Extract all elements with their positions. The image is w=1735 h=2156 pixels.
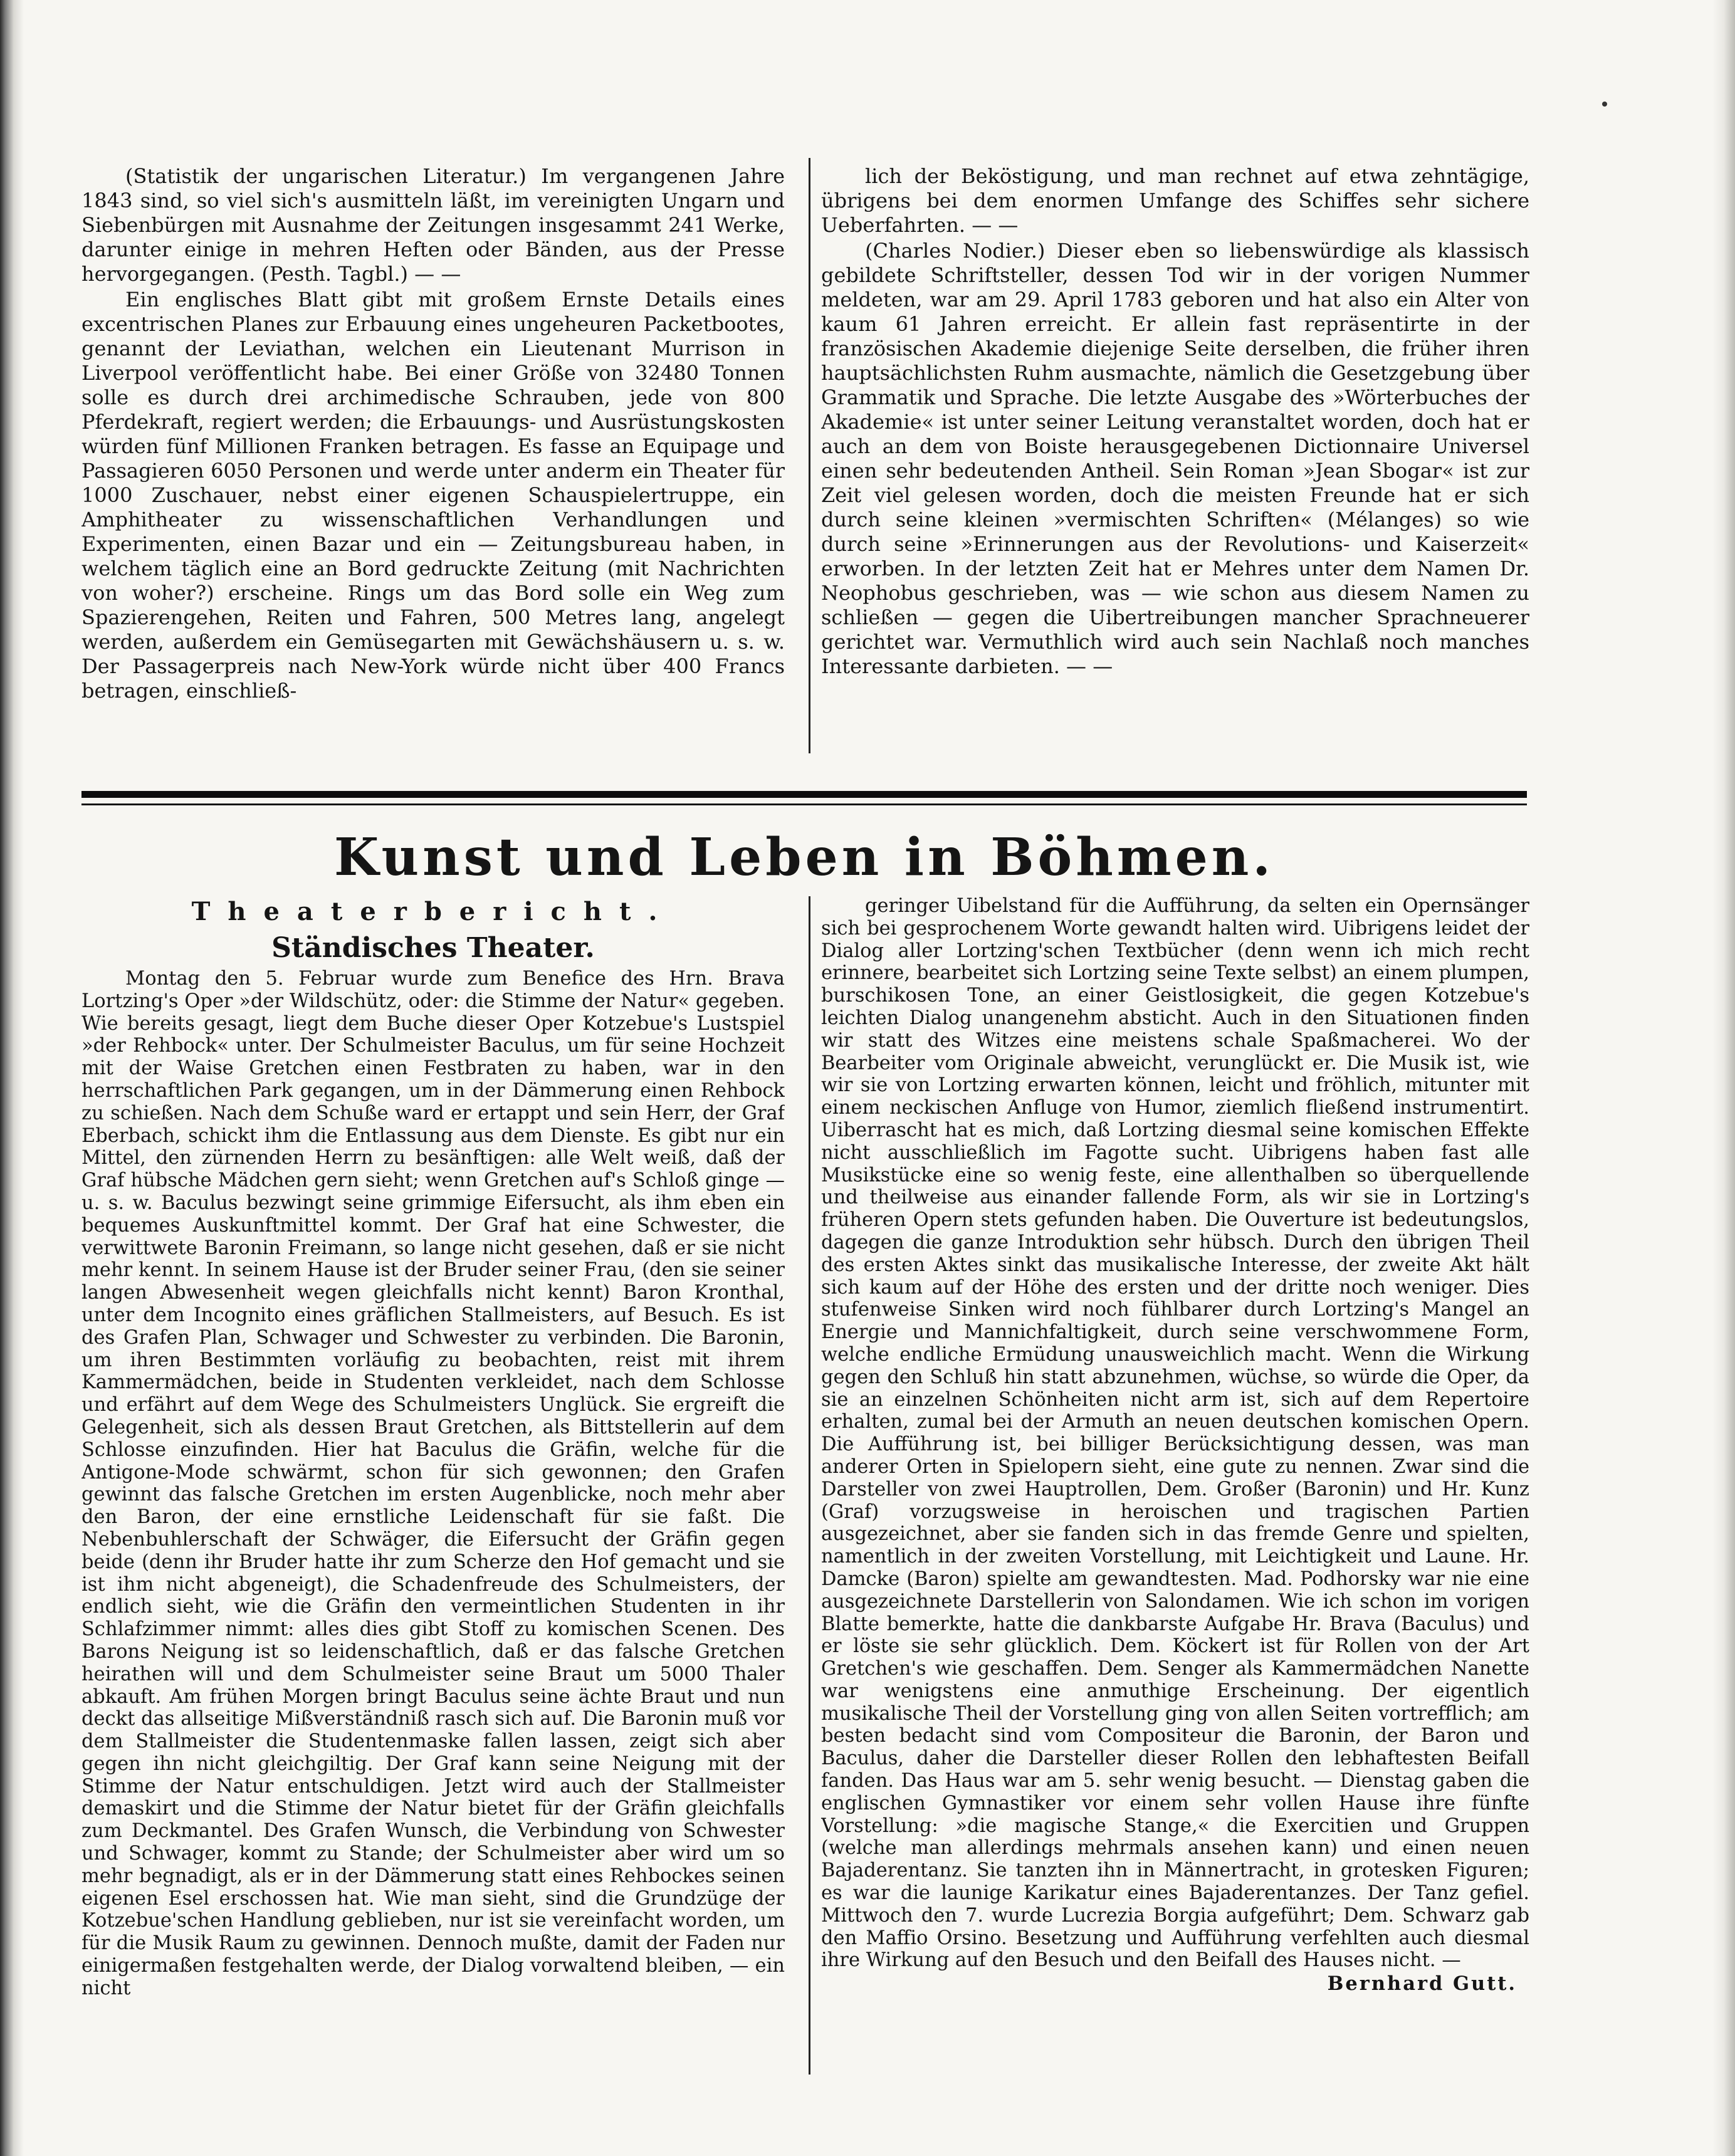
report-heading: Theaterbericht. <box>191 897 675 926</box>
article-column-top-right <box>821 164 1529 760</box>
section-rule-thin <box>81 803 1527 805</box>
report-subheading: Ständisches Theater. <box>271 932 595 964</box>
theater-report-column-right <box>821 895 1529 2105</box>
ink-speck <box>1602 102 1607 107</box>
page-edge-shadow <box>1712 0 1735 2156</box>
article-column-top-left <box>81 164 785 760</box>
article-paragraph: Montag den 5. Februar wurde zum Benefice des Hrn. Brava Lortzing's Oper »der Wildschütz, oder: die Stimme der Natur« gegeben. Wie bereits gesagt, liegt dem Buche dieser Oper Kotzebue's Lustspiel »der Rehbock« unter. Der Schulmeister Baculus, um für seine Hochzeit mit der Waise Gretchen einen Festbraten zu haben, war in den herrschaftlichen Park gegangen, um in der Dämmerung einen Rehbock zu schießen. Nach dem Schuße ward er ertappt und sein Herr, der Graf Eberbach, schickt ihm die Entlassung aus dem Dienste. Es gibt nur ein Mittel, den zürnenden Herrn zu besänftigen: alle Welt weiß, daß der Graf hübsche Mädchen gern sieht; wenn Gretchen auf's Schloß ginge — u. s. w. Baculus bezwingt seine grimmige Eifersucht, als ihm eben ein bequemes Auskunftmittel kommt. Der Graf hat eine Schwester, die verwittwete Baronin Freimann, so lange nicht gesehen, daß er sie nicht mehr kennt. In seinem Hause ist der Bruder seiner Frau, (den sie seiner langen Abwesenheit wegen gleichfalls nicht kennt) Baron Kronthal, unter dem Incognito eines gräflichen Stallmeisters, auf Besuch. Es ist des Grafen Plan, Schwager und Schwester zu verbinden. Die Baronin, um ihren Bestimmten vorläufig zu beobachten, reist mit ihrem Kammermädchen, beide in Studenten verkleidet, nach dem Schlosse und erfährt auf dem Wege des Schulmeisters Unglück. Sie ergreift die Gelegenheit, sich als dessen Braut Gretchen, als Bittstellerin auf dem Schlosse einzufinden. Hier hat Baculus die Gräfin, welche für die Antigone-Mode schwärmt, schon für sich gewonnen; den Grafen gewinnt das falsche Gretchen im ersten Augenblicke, noch mehr aber den Baron, der eine ernstliche Leidenschaft für sie faßt. Die Nebenbuhlerschaft der Schwäger, die Eifersucht der Gräfin gegen beide (denn ihr Bruder hatte ihr zum Scherze den Hof gemacht und sie ist ihm nicht abgeneigt), die Schadenfreude des Schulmeisters, der endlich sieht, wie die Gräfin den vermeintlichen Studenten in ihr Schlafzimmer nimmt: alles dies gibt Stoff zu komischen Scenen. Des Barons Neigung ist so leidenschaftlich, daß er das falsche Gretchen heirathen will und dem Schulmeister seine Braut um 5000 Thaler abkauft. Am frühen Morgen bringt Baculus seine ächte Braut und nun deckt das allseitige Mißverständniß rasch sich auf. Die Baronin muß vor dem Stallmeister die Studentenmaske fallen lassen, zeigt sich aber gegen ihn nicht gleichgiltig. Der Graf kann seine Neigung mit der Stimme der Natur entschuldigen. Jetzt wird auch der Stallmeister demaskirt und die Stimme der Natur bietet für der Gräfin gleichfalls zum Deckmantel. Des Grafen Wunsch, die Verbindung von Schwester und Schwager, kommt zu Stande; der Schulmeister aber wird um so mehr begnadigt, als er in der Dämmerung statt eines Rehbockes seinen eigenen Esel erschossen hat. Wie man sieht, sind die Grundzüge der Kotzebue'schen Handlung geblieben, nur ist sie vereinfacht worden, um für die Musik Raum zu gewinnen. Dennoch mußte, damit der Faden nur einigermaßen festgehalten werde, der Dialog vorwaltend bleiben, — ein nicht <box>81 968 785 1999</box>
article-paragraph: (Charles Nodier.) Dieser eben so liebenswürdige als klassisch gebildete Schriftsteller, dessen Tod wir in der vorigen Nummer meldeten, war am 29. April 1783 geboren und hat also ein Alter von kaum 61 Jahren erreicht. Er allein fast repräsentirte in der französischen Akademie diejenige Seite derselben, die früher ihren hauptsächlichsten Ruhm ausmachte, nämlich die Gesetzgebung über Grammatik und Sprache. Die letzte Ausgabe des »Wörterbuches der Akademie« ist unter seiner Leitung veranstaltet worden, doch hat er auch an dem von Boiste herausgegebenen Dictionnaire Universel einen sehr bedeutenden Antheil. Sein Roman »Jean Sbogar« ist zur Zeit viel gelesen worden, doch die meisten Freunde hat er sich durch seine kleinen »vermischten Schriften« (Mélanges) so wie durch seine »Erinnerungen aus der Revolutions- und Kaiserzeit« erworben. In der letzten Zeit hat er Mehres unter dem Namen Dr. Neophobus geschrieben, was — wie schon aus diesem Namen zu schließen — gegen die Uibertreibungen mancher Sprachneuerer gerichtet war. Vermuthlich wird auch sein Nachlaß noch manches Interessante darbieten. — — <box>821 239 1529 678</box>
section-title: Kunst und Leben in Böhmen. <box>334 827 1274 887</box>
section-rule-thick <box>81 791 1527 798</box>
article-paragraph: (Statistik der ungarischen Literatur.) Im vergangenen Jahre 1843 sind, so viel sich's ausmitteln läßt, im vereinigten Ungarn und Siebenbürgen mit Ausnahme der Zeitungen insgesammt 241 Werke, darunter einige in mehren Heften oder Bänden, aus der Presse hervorgegangen. (Pesth. Tagbl.) — — <box>81 164 785 286</box>
author-signature: Bernhard Gutt. <box>1327 1972 1517 1996</box>
article-paragraph: geringer Uibelstand für die Aufführung, da selten ein Opernsänger sich bei gesprochenem Worte gewandt halten wird. Uibrigens leidet der Dialog aller Lortzing'schen Textbücher (denn wenn ich mich recht erinnere, bearbeitet sich Lortzing seine Texte selbst) an einem plumpen, burschikosen Tone, an einer Geistlosigkeit, die gegen Kotzebue's leichten Dialog unangenehm absticht. Auch in den Situationen finden wir statt des Witzes eine meistens schale Spaßmacherei. Wo der Bearbeiter vom Originale abweicht, verunglückt er. Die Musik ist, wie wir sie von Lortzing erwarten können, leicht und fröhlich, mitunter mit einem neckischen Anfluge von Humor, ziemlich fließend instrumentirt. Uiberrascht hat es mich, daß Lortzing diesmal seine komischen Effekte nicht ausschließlich im Fagotte sucht. Uibrigens haben fast alle Musikstücke eine so wenig feste, eine allenthalben so überquellende und theilweise aus einander fallende Form, als wir sie in Lortzing's früheren Opern stets gefunden haben. Die Ouverture ist bedeutungslos, dagegen die ganze Introduktion sehr hübsch. Durch den übrigen Theil des ersten Aktes sinkt das musikalische Interesse, der zweite Akt hält sich kaum auf der Höhe des ersten und der dritte noch weniger. Dies stufenweise Sinken wird noch fühlbarer durch Lortzing's Mangel an Energie und Mannichfaltigkeit, durch seine verschwommene Form, welche endliche Ermüdung unausweichlich macht. Wenn die Wirkung gegen den Schluß hin statt abzunehmen, wüchse, so würde die Oper, da sie an einzelnen Schönheiten nicht arm ist, sich auf dem Repertoire erhalten, zumal bei der Armuth an neuen deutschen komischen Opern. Die Aufführung ist, bei billiger Berücksichtigung dessen, was man anderer Orten in Spielopern sieht, eine gute zu nennen. Zwar sind die Darsteller von zwei Hauptrollen, Dem. Großer (Baronin) und Hr. Kunz (Graf) vorzugsweise in heroischen und tragischen Partien ausgezeichnet, aber sie fanden sich in das fremde Genre und spielten, namentlich in der zweiten Vorstellung, mit Leichtigkeit und Laune. Hr. Damcke (Baron) spielte am gewandtesten. Mad. Podhorsky war nie eine ausgezeichnete Darstellerin von Salondamen. Wie ich schon im vorigen Blatte bemerkte, hatte die dankbarste Aufgabe Hr. Brava (Baculus) und er löste sie sehr glücklich. Dem. Köckert ist für Rollen von der Art Gretchen's wie geschaffen. Dem. Senger als Kammermädchen Nanette war wenigstens eine anmuthige Erscheinung. Der eigentlich musikalische Theil der Vorstellung ging von allen Seiten vortrefflich; am besten bedacht sind vom Compositeur die Baronin, der Baron und Baculus, daher die Darsteller dieser Rollen den lebhaftesten Beifall fanden. Das Haus war am 5. sehr wenig besucht. — Dienstag gaben die englischen Gymnastiker vor einem sehr vollen Hause ihre fünfte Vorstellung: »die magische Stange,« die Exercitien und Gruppen (welche man allerdings mehrmals ansehen kann) und einen neuen Bajaderentanz. Sie tanzten ihn in Männertracht, in grotesken Figuren; es war die launige Karikatur eines Bajaderentanzes. Der Tanz gefiel. Mittwoch den 7. wurde Lucrezia Borgia aufgeführt; Dem. Schwarz gab den Maffio Orsino. Besetzung und Aufführung verfehlten auch diesmal ihre Wirkung auf den Besuch und den Beifall des Hauses nicht. — <box>821 895 1529 1972</box>
column-divider-bottom <box>809 896 810 2075</box>
page-binding-shadow <box>0 0 24 2156</box>
article-paragraph: lich der Beköstigung, und man rechnet auf etwa zehntägige, übrigens bei dem enormen Umfange des Schiffes sehr sichere Ueberfahrten. — — <box>821 164 1529 237</box>
theater-report-column-left <box>81 895 785 2105</box>
article-paragraph: Ein englisches Blatt gibt mit großem Ernste Details eines excentrischen Planes zur Erbauung eines ungeheuren Packetbootes, genannt der Leviathan, welchen ein Lieutenant Murrison in Liverpool veröffentlicht habe. Bei einer Größe von 32480 Tonnen solle es durch drei archimedische Schrauben, jede von 800 Pferdekraft, regiert werden; die Erbauungs- und Ausrüstungskosten würden fünf Millionen Franken betragen. Es fasse an Equipage und Passagieren 6050 Personen und werde unter anderm ein Theater für 1000 Zuschauer, nebst einer eigenen Schauspielertruppe, ein Amphitheater zu wissenschaftlichen Verhandlungen und Experimenten, einen Bazar und ein — Zeitungsbureau haben, in welchem täglich eine an Bord gedruckte Zeitung (mit Nachrichten von woher?) erscheine. Rings um das Bord solle ein Weg zum Spazierengehen, Reiten und Fahren, 500 Metres lang, angelegt werden, außerdem ein Gemüsegarten mit Gewächshäusern u. s. w. Der Passagerpreis nach New-York würde nicht über 400 Francs betragen, einschließ- <box>81 288 785 703</box>
column-divider-top <box>809 158 810 753</box>
